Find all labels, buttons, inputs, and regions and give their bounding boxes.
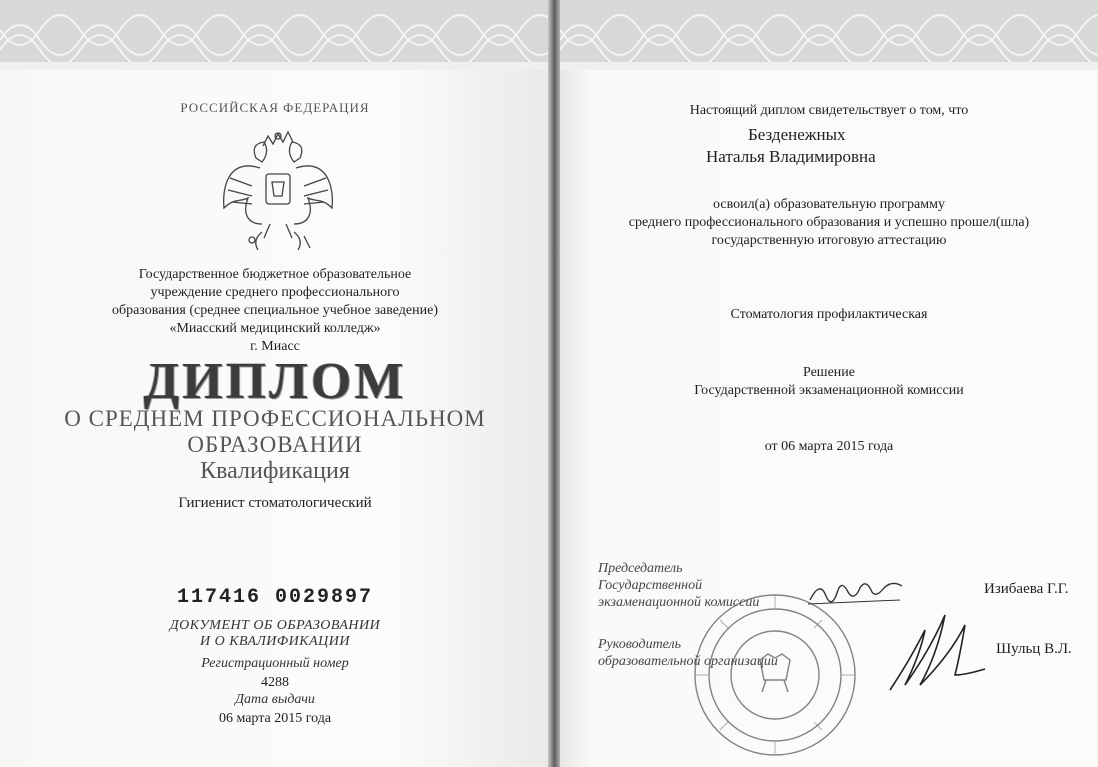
chairman-name: Изибаева Г.Г. (984, 581, 1069, 597)
document-type-line: ДОКУМЕНТ ОБ ОБРАЗОВАНИИ (169, 618, 381, 633)
seal-stamp-icon (690, 590, 860, 760)
registration-number: 4288 (261, 675, 289, 690)
graduate-name: Наталья Владимировна (706, 147, 876, 166)
document-type-line: И О КВАЛИФИКАЦИИ (200, 634, 350, 649)
program-block (560, 196, 1098, 250)
institution-city: г. Миасс (250, 339, 300, 354)
diploma-subtitle-line1: О СРЕДНЕМ ПРОФЕССИОНАЛЬНОМ (64, 406, 486, 431)
chairman-signature-icon (806, 572, 906, 612)
diploma-inner-page (560, 0, 1098, 767)
program-line: освоил(а) образовательную программу (713, 197, 945, 212)
diploma-title: ДИПЛОМ (143, 353, 407, 410)
specialty: Стоматология профилактическая (730, 307, 928, 322)
diploma-subtitle-line2: ОБРАЗОВАНИИ (187, 432, 363, 457)
institution-line: Государственное бюджетное образовательное (138, 267, 412, 282)
issue-date-label: Дата выдачи (235, 692, 315, 707)
institution-line: учреждение среднего профессионального (150, 285, 400, 300)
coat-of-arms-icon (218, 128, 338, 256)
graduate-surname: Безденежных (748, 125, 846, 144)
qualification-label: Квалификация (200, 458, 350, 484)
document-type (0, 618, 550, 650)
issue-date: 06 марта 2015 года (218, 711, 332, 726)
serial-number: 117416 0029897 (176, 586, 374, 609)
qualification-value: Гигиенист стоматологический (178, 495, 372, 511)
institution-line: «Миасский медицинский колледж» (169, 321, 381, 336)
head-label-line: Руководитель (598, 637, 682, 652)
head-name: Шульц В.Л. (996, 641, 1072, 657)
program-line: государственную итоговую аттестацию (711, 233, 947, 248)
guilloche-border (560, 0, 1098, 70)
certifies-text: Настоящий диплом свидетельствует о том, что (689, 103, 969, 118)
chairman-label-line: экзаменационной комиссии (598, 595, 760, 610)
program-line: среднего профессионального образования и успешно прошел(шла) (628, 215, 1030, 230)
decision-label: Решение (802, 365, 855, 380)
chairman-label-line: Председатель (598, 561, 683, 576)
registration-label: Регистрационный номер (201, 656, 349, 671)
chairman-label-line: Государственной (598, 578, 703, 593)
guilloche-border (0, 0, 550, 70)
decision-date: от 06 марта 2015 года (764, 439, 894, 454)
head-label-line: образовательной организации (598, 654, 778, 669)
country-name: РОССИЙСКАЯ ФЕДЕРАЦИЯ (180, 100, 370, 115)
head-signature-icon (880, 610, 990, 700)
institution-block (0, 266, 550, 356)
institution-line: образования (среднее специальное учебное заведение) (111, 303, 439, 318)
commission-name: Государственной экзаменационной комиссии (694, 383, 964, 398)
